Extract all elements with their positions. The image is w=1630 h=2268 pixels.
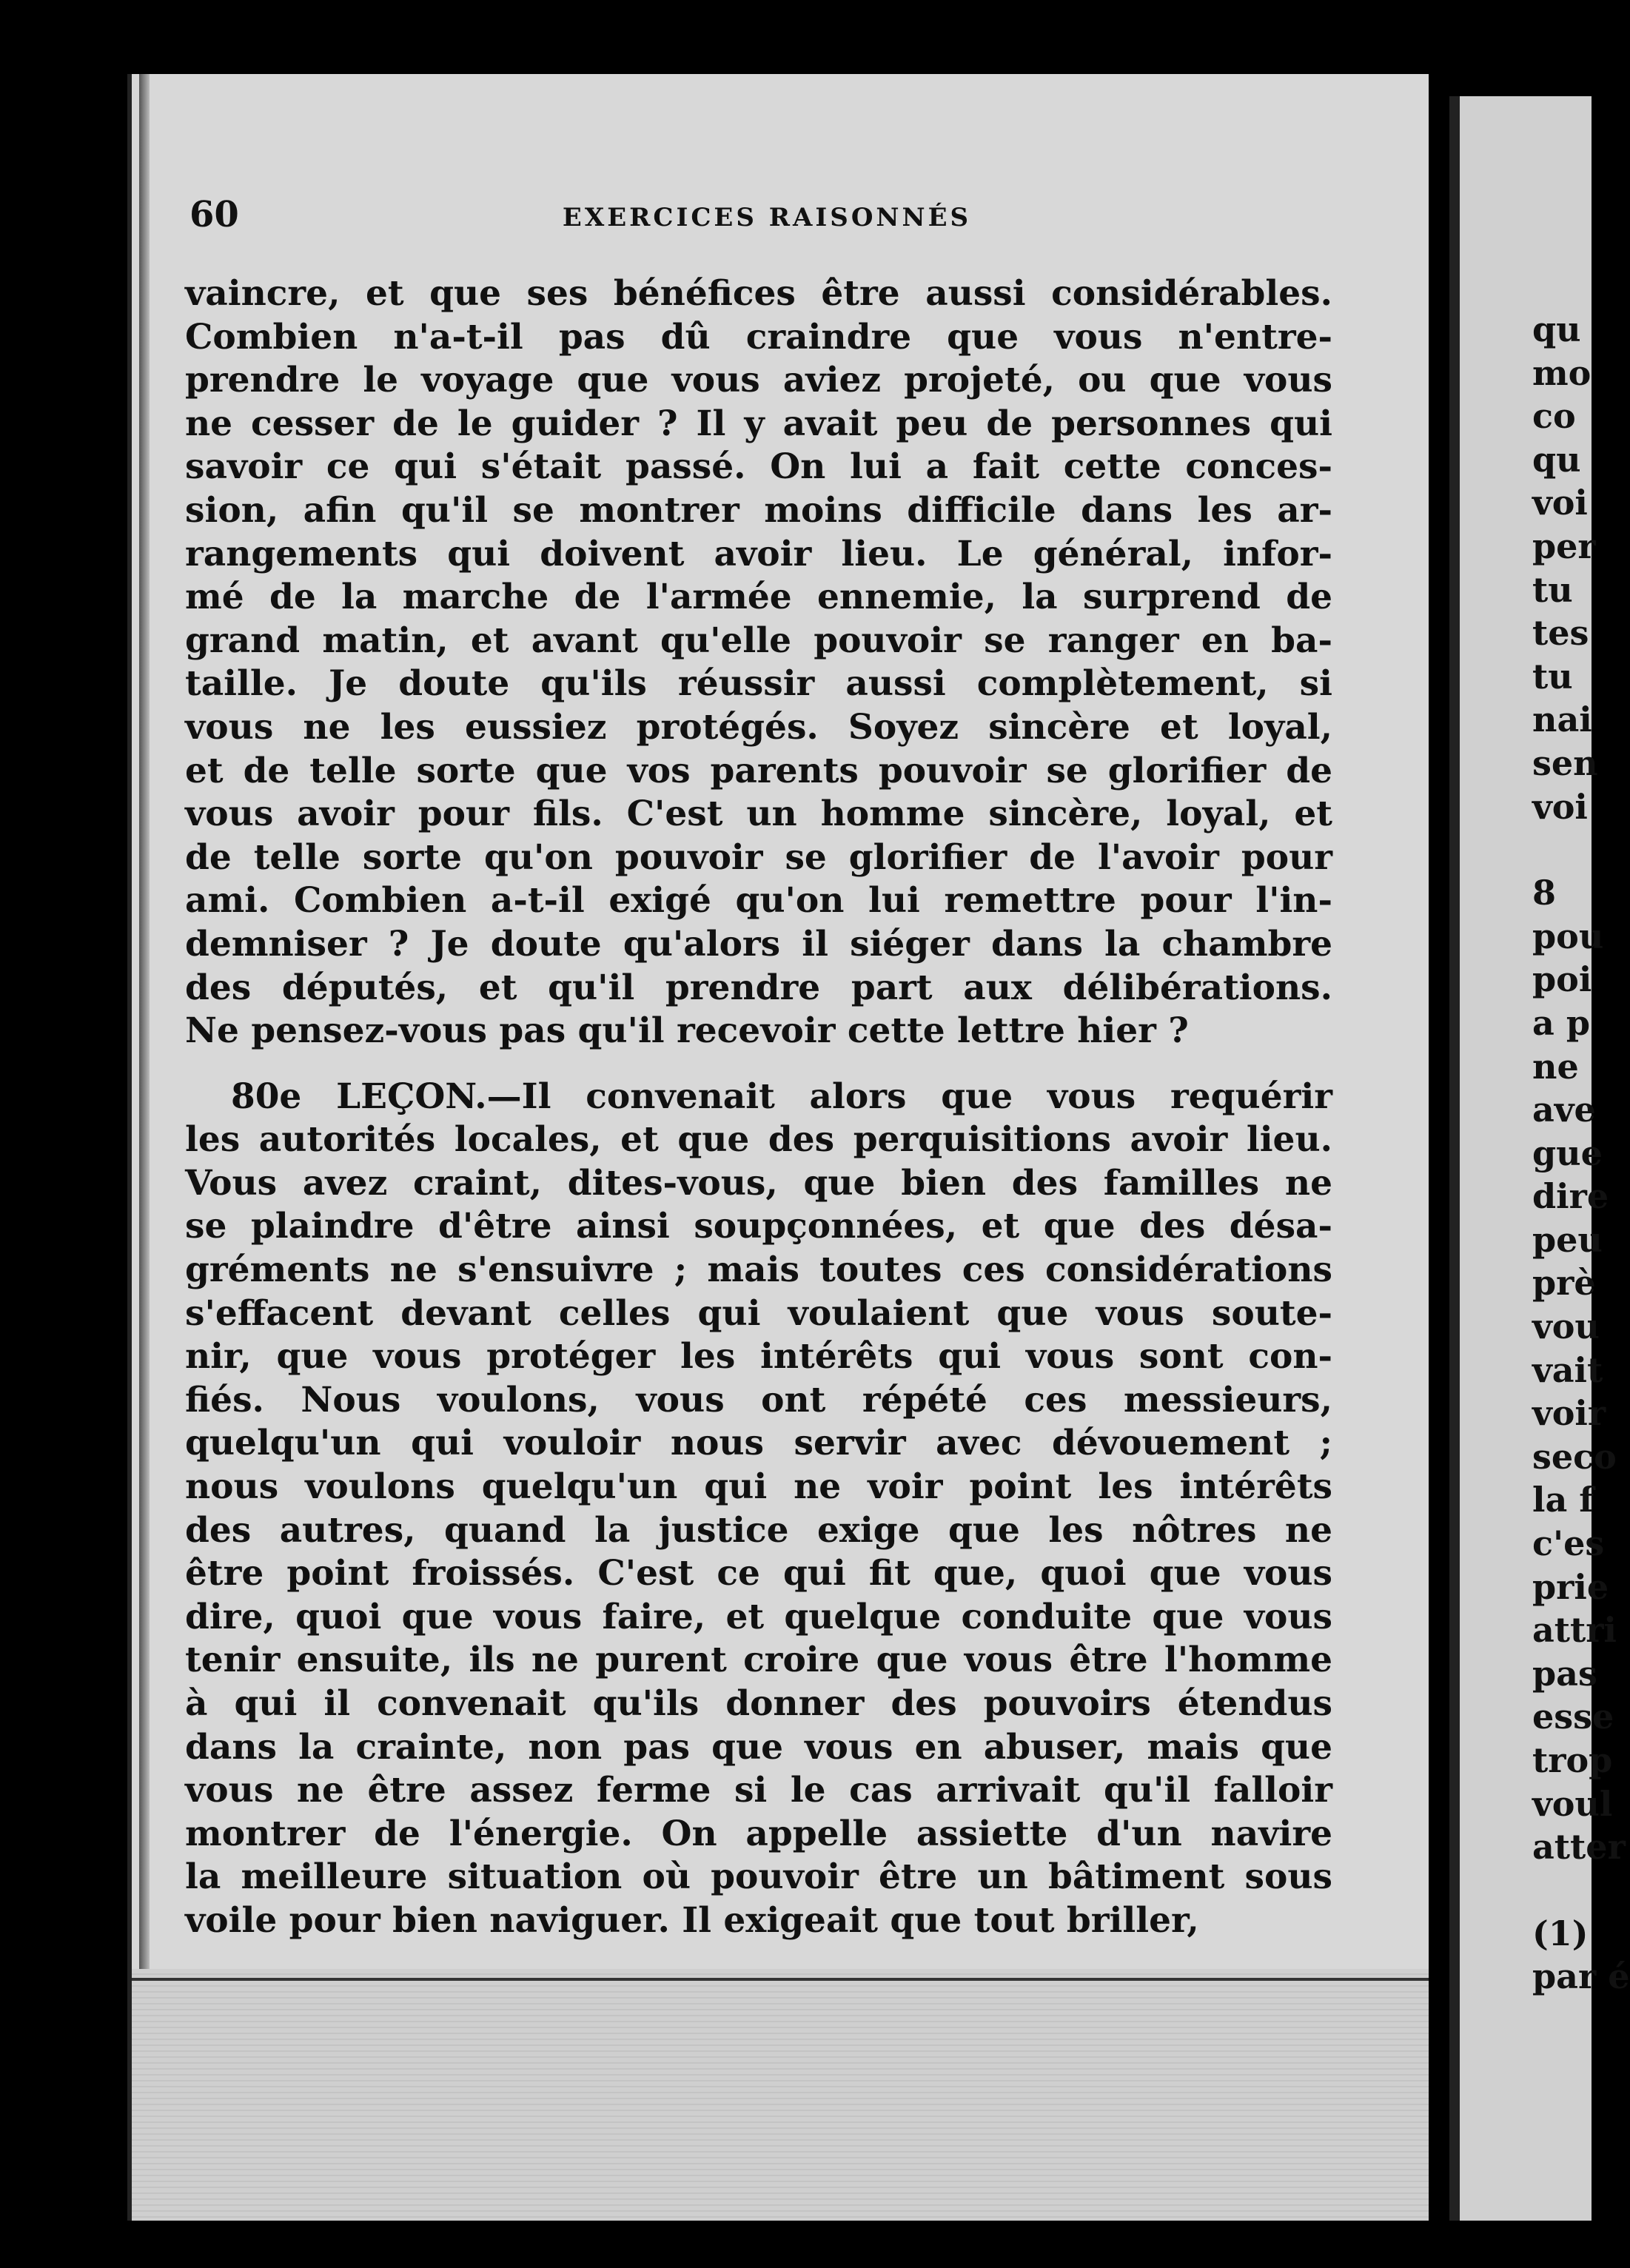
running-title: EXERCICES RAISONNÉS [562, 203, 972, 232]
facing-page-fragment: co [1532, 396, 1576, 437]
facing-page-fragment: vou [1532, 1306, 1600, 1347]
lesson-line: Vous avez craint, dites-vous, que bien des familles ne [185, 1162, 1332, 1204]
facing-page-fragment: par é [1532, 1956, 1630, 1997]
text-line: vaincre, et que ses bénéfices être aussi considérables. [185, 273, 1332, 314]
lesson-line: s'effacent devant celles qui voulaient que vous soute- [185, 1292, 1332, 1334]
paragraph-lesson-80 [185, 1076, 1332, 1943]
text-line: rangements qui doivent avoir lieu. Le général, infor- [185, 533, 1332, 574]
facing-page-fragment: trop [1532, 1740, 1613, 1780]
facing-page-fragment: esse [1532, 1697, 1614, 1737]
facing-page-fragment: voul [1532, 1783, 1613, 1824]
facing-page-fragment: attri [1532, 1610, 1617, 1651]
lesson-line: quelqu'un qui vouloir nous servir avec dévouement ; [185, 1423, 1332, 1464]
facing-page-fragment: tu [1532, 656, 1573, 697]
facing-page-fragment: qu [1532, 309, 1581, 349]
lesson-line: des autres, quand la justice exige que les nôtres ne [185, 1509, 1332, 1551]
facing-page-fragment: a p [1532, 1002, 1590, 1043]
facing-page-fragment: dire [1532, 1176, 1609, 1217]
facing-page-fragments [1532, 308, 1630, 1999]
text-line: ami. Combien a-t-il exigé qu'on lui remettre pour l'in- [185, 880, 1332, 922]
text-line: vous avoir pour fils. C'est un homme sincère, loyal, et [185, 794, 1332, 835]
page-number: 60 [190, 194, 239, 235]
page-bottom-margin [132, 1969, 1429, 2221]
facing-page-fragment: poi [1532, 959, 1592, 1000]
text-line: Combien n'a-t-il pas dû craindre que vous n'entre- [185, 316, 1332, 358]
facing-page-fragment: peu [1532, 1219, 1603, 1260]
facing-page-fragment: per [1532, 526, 1596, 566]
facing-page-fragment: vait [1532, 1349, 1603, 1390]
text-line: savoir ce qui s'était passé. On lui a fait cette conces- [185, 446, 1332, 488]
facing-page-fragment: qu [1532, 439, 1581, 480]
lesson-line: gréments ne s'ensuivre ; mais toutes ces considérations [185, 1249, 1332, 1291]
facing-page-fragment: gue [1532, 1133, 1603, 1173]
lesson-line: vous ne être assez ferme si le cas arrivait qu'il falloir [185, 1770, 1332, 1811]
lesson-line: se plaindre d'être ainsi soupçonnées, et que des désa- [185, 1206, 1332, 1247]
text-line: taille. Je doute qu'ils réussir aussi complètement, si [185, 663, 1332, 705]
page-body [185, 272, 1332, 1943]
lesson-line: les autorités locales, et que des perquisitions avoir lieu. [185, 1119, 1332, 1161]
facing-page-fragment: 8 [1532, 873, 1557, 913]
text-line: ne cesser de le guider ? Il y avait peu de personnes qui [185, 403, 1332, 444]
facing-page-fragment: voir [1532, 1393, 1606, 1434]
text-line: Ne pensez-vous pas qu'il recevoir cette lettre hier ? [185, 1010, 1189, 1052]
facing-page-fragment: atter [1532, 1827, 1626, 1868]
facing-page-fragment: voi [1532, 786, 1588, 827]
facing-page-fragment: sen [1532, 742, 1598, 783]
text-line: demniser ? Je doute qu'alors il siéger dans la chambre [185, 923, 1332, 964]
text-line: prendre le voyage que vous aviez projeté, ou que vous [185, 360, 1332, 401]
lesson-first-line [185, 1076, 1332, 1119]
facing-page-fragment: prè [1532, 1263, 1596, 1304]
text-line: et de telle sorte que vos parents pouvoir se glorifier de [185, 750, 1332, 791]
lesson-line: dans la crainte, non pas que vous en abuser, mais que [185, 1726, 1332, 1768]
facing-page-fragment: mo [1532, 352, 1592, 393]
facing-page-fragment: c'es [1532, 1523, 1605, 1564]
facing-page-fragment: seco [1532, 1436, 1617, 1477]
facing-page-fragment: nai [1532, 699, 1592, 740]
facing-page-fragment: la f [1532, 1480, 1594, 1520]
lesson-line: fiés. Nous voulons, vous ont répété ces messieurs, [185, 1379, 1332, 1420]
facing-page-fragment: prie [1532, 1566, 1609, 1607]
facing-page-fragment: tu [1532, 569, 1573, 610]
text-line: de telle sorte qu'on pouvoir se glorifier de l'avoir pour [185, 836, 1332, 878]
facing-page-fragment: pou [1532, 916, 1604, 956]
text-line: des députés, et qu'il prendre part aux délibérations. [185, 967, 1332, 1008]
facing-page-fragment: ne [1532, 1046, 1579, 1087]
lesson-line: être point froissés. C'est ce qui fit que, quoi que vous [185, 1553, 1332, 1594]
lesson-line: —Il convenait alors que vous requérir [486, 1076, 1332, 1117]
lesson-line: la meilleure situation où pouvoir être un bâtiment sous [185, 1856, 1332, 1898]
lesson-line: nous voulons quelqu'un qui ne voir point les intérêts [185, 1466, 1332, 1508]
scan-line [132, 1978, 1429, 1981]
lesson-line: à qui il convenait qu'ils donner des pouvoirs étendus [185, 1683, 1332, 1724]
lesson-line: tenir ensuite, ils ne purent croire que vous être l'homme [185, 1640, 1332, 1681]
text-line: mé de la marche de l'armée ennemie, la surprend de [185, 577, 1332, 618]
lesson-heading: 80e LEÇON. [231, 1076, 487, 1117]
lesson-line: montrer de l'énergie. On appelle assiette d'un navire [185, 1813, 1332, 1854]
facing-page-fragment: tes [1532, 613, 1589, 654]
facing-page-fragment: ave [1532, 1090, 1596, 1130]
facing-page-fragment: voi [1532, 483, 1588, 523]
facing-page-fragment: pas [1532, 1653, 1597, 1694]
text-line: sion, afin qu'il se montrer moins difficile dans les ar- [185, 489, 1332, 531]
text-line: grand matin, et avant qu'elle pouvoir se ranger en ba- [185, 620, 1332, 661]
facing-page-fragment: (1) [1532, 1913, 1589, 1953]
paragraph-exercise-79 [185, 272, 1332, 1053]
lesson-line: nir, que vous protéger les intérêts qui vous sont con- [185, 1336, 1332, 1378]
lesson-line: voile pour bien naviguer. Il exigeait que tout briller, [185, 1899, 1199, 1941]
lesson-line: dire, quoi que vous faire, et quelque conduite que vous [185, 1596, 1332, 1637]
text-line: vous ne les eussiez protégés. Soyez sincère et loyal, [185, 706, 1332, 748]
